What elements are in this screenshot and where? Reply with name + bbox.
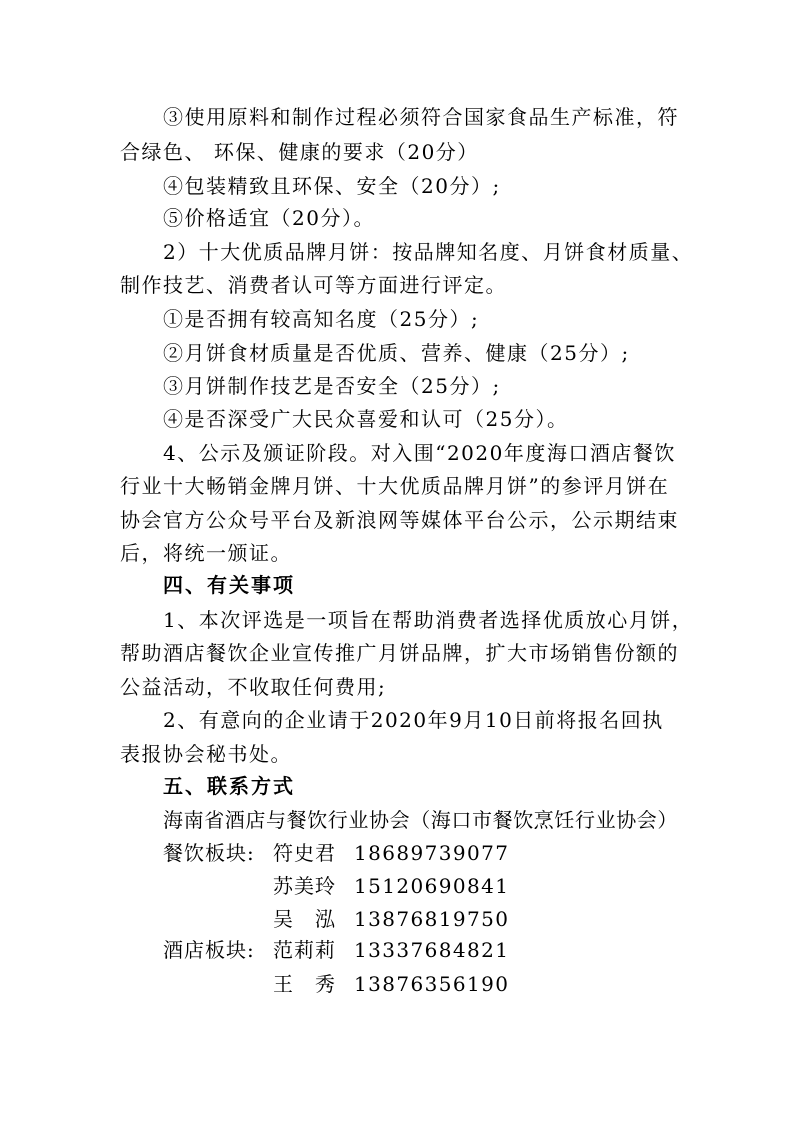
contact-name: 范莉莉 [273, 938, 336, 962]
section-heading-5 [0, 774, 793, 798]
contact-phone: 18689739077 [354, 841, 510, 865]
paragraph-line [0, 206, 793, 230]
text-line: ②月饼食材质量是否优质、营养、健康（25分）; [163, 341, 630, 365]
contact-name: 吴 泓 [273, 907, 336, 931]
paragraph-line [0, 742, 793, 766]
contact-block-label: 酒店板块: [163, 938, 255, 962]
text-line: 4、公示及颁证阶段。对入围“2020年度海口酒店餐饮 [163, 441, 676, 465]
text-line: ①是否拥有较高知名度（25分）; [163, 307, 480, 331]
contact-block-label: 餐饮板块: [163, 841, 255, 865]
contact-name: 符史君 [273, 841, 336, 865]
text-line: 2）十大优质品牌月饼：按品牌知名度、月饼食材质量、 [163, 240, 694, 264]
text-line: 行业十大畅销金牌月饼、十大优质品牌月饼”的参评月饼在 [120, 474, 670, 498]
paragraph-line [0, 641, 793, 665]
contact-phone: 13876819750 [354, 907, 510, 931]
contact-row [0, 938, 793, 962]
text-line: 海南省酒店与餐饮行业协会（海口市餐饮烹饪行业协会） [163, 808, 678, 832]
heading-text: 四、有关事项 [163, 573, 295, 597]
paragraph-line [0, 474, 793, 498]
paragraph-line [0, 374, 793, 398]
section-heading-4 [0, 573, 793, 597]
text-line: 合绿色、 环保、健康的要求（20分） [120, 140, 479, 164]
paragraph-line [0, 541, 793, 565]
paragraph-line [0, 174, 793, 198]
contact-row [0, 972, 793, 996]
contact-row [0, 841, 793, 865]
contact-phone: 15120690841 [354, 874, 510, 898]
contact-phone: 13876356190 [354, 972, 510, 996]
text-line: ③月饼制作技艺是否安全（25分）; [163, 374, 501, 398]
paragraph-line [0, 508, 793, 532]
contact-name: 苏美玲 [273, 874, 336, 898]
paragraph-line [0, 441, 793, 465]
paragraph-line [0, 708, 793, 732]
text-line: 帮助酒店餐饮企业宣传推广月饼品牌，扩大市场销售份额的 [120, 641, 679, 665]
heading-text: 五、联系方式 [163, 774, 295, 798]
paragraph-line [0, 140, 793, 164]
text-line: 2、有意向的企业请于2020年9月10日前将报名回执 [163, 708, 664, 732]
paragraph-line [0, 341, 793, 365]
contact-row [0, 907, 793, 931]
paragraph-line [0, 273, 793, 297]
paragraph-line [0, 105, 679, 129]
text-line: 协会官方公众号平台及新浪网等媒体平台公示，公示期结束 [120, 508, 679, 532]
paragraph-line [0, 407, 793, 431]
contact-phone: 13337684821 [354, 938, 510, 962]
paragraph-line [0, 608, 793, 632]
contact-row [0, 874, 793, 898]
paragraph-line [0, 240, 793, 264]
text-line: ⑤价格适宜（20分）。 [163, 206, 375, 230]
text-line: ③使用原料和制作过程必须符合国家食品生产标准，符 [163, 105, 679, 129]
text-line: ④包装精致且环保、安全（20分）; [163, 174, 501, 198]
contact-name: 王 秀 [273, 972, 336, 996]
organization-name [0, 808, 793, 832]
paragraph-line [0, 307, 793, 331]
text-line: 公益活动，不收取任何费用; [120, 675, 387, 699]
text-line: ④是否深受广大民众喜爱和认可（25分）。 [163, 407, 569, 431]
text-line: 后，将统一颁证。 [120, 541, 292, 565]
text-line: 1、本次评选是一项旨在帮助消费者选择优质放心月饼， [163, 608, 694, 632]
paragraph-line [0, 675, 793, 699]
text-line: 制作技艺、消费者认可等方面进行评定。 [120, 273, 507, 297]
text-line: 表报协会秘书处。 [120, 742, 292, 766]
